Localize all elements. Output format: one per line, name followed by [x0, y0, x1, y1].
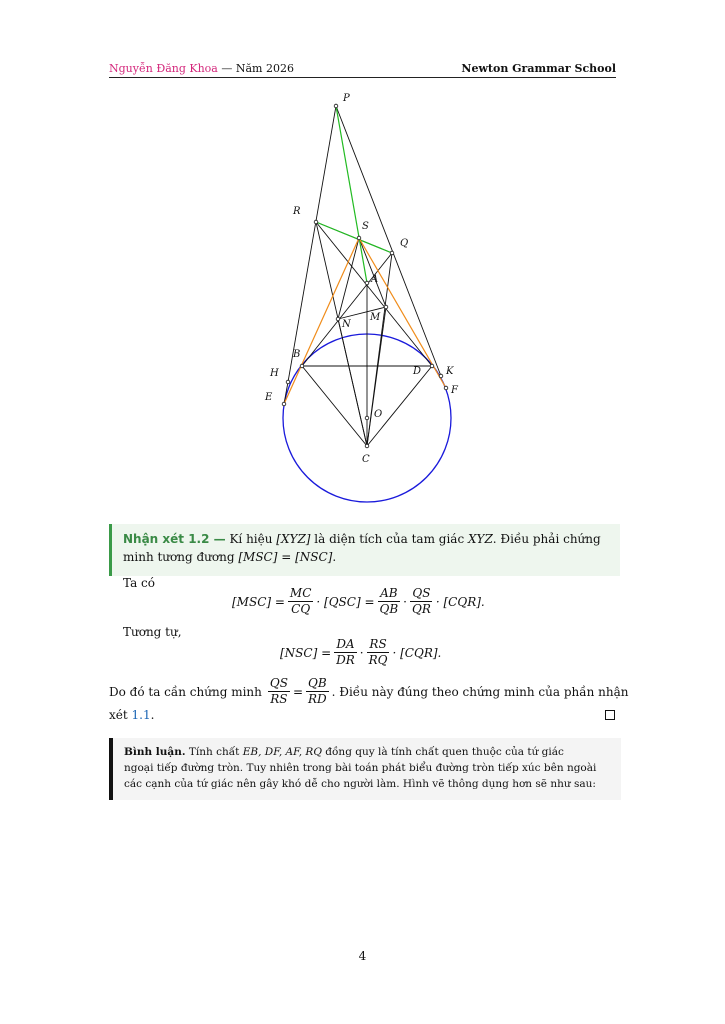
comment-text-2: ngoại tiếp đường tròn. Tuy nhiên trong bài toán phát biểu đường tròn tiếp xúc bên ngoài — [124, 762, 597, 774]
label-e: E — [265, 392, 273, 403]
point-r — [314, 220, 318, 224]
text-ta-co: Ta có — [123, 576, 155, 590]
label-s: S — [362, 221, 369, 232]
black-lines — [284, 106, 441, 446]
remark-box — [109, 524, 620, 576]
comment-title: Bình luận. — [124, 746, 186, 758]
point-o — [365, 416, 369, 420]
page-header — [109, 62, 616, 78]
label-f: F — [451, 385, 458, 396]
label-m: M — [370, 312, 381, 323]
label-r: R — [293, 206, 301, 217]
conclusion-text-3: xét — [109, 708, 132, 722]
remark-title: Nhận xét 1.2 — — [123, 532, 226, 546]
point-n — [336, 317, 340, 321]
comment-math: EB, DF, AF, RQ — [242, 746, 322, 758]
point-a — [365, 281, 369, 285]
eq2-frac-2: $\frac{RS}{RQ}$ — [368, 637, 388, 667]
eq1-mid: · [QSC] = — [316, 594, 375, 609]
label-k: K — [446, 366, 454, 377]
eq1-frac-3: $\frac{QS}{QR}$ — [411, 586, 431, 616]
eq2-frac-1: $\frac{DA}{DR}$ — [336, 637, 355, 667]
label-c: C — [362, 454, 370, 465]
eq1-dot: · — [403, 594, 407, 609]
eq2-end: · [CQR]. — [392, 645, 442, 660]
eq1-frac-1: $\frac{MC}{CQ}$ — [289, 586, 312, 616]
conclusion-frac-2: $\frac{QB}{RD}$ — [308, 676, 327, 706]
remark-text-3: . Điều phải chứng — [492, 532, 601, 546]
conclusion-text-4: . — [150, 708, 155, 722]
remark-text-5: . — [332, 550, 337, 564]
comment-text-1b: đồng quy là tính chất quen thuộc của tứ giác — [321, 746, 564, 758]
reference-link[interactable]: 1.1 — [131, 708, 151, 722]
remark-math-1: [XYZ] — [276, 532, 311, 546]
remark-math-3: [MSC] = [NSC] — [238, 550, 333, 564]
point-b — [300, 364, 304, 368]
point-p — [334, 104, 338, 108]
remark-math-2: XYZ — [467, 532, 493, 546]
label-b: B — [293, 349, 301, 360]
page-number: 4 — [358, 949, 367, 963]
point-e — [282, 402, 286, 406]
qed-square-icon — [605, 710, 615, 720]
text-tuong-tu: Tương tự, — [123, 625, 182, 639]
label-o: O — [374, 409, 383, 420]
conclusion-text-1: Do đó ta cần chứng minh — [109, 684, 262, 699]
point-s — [357, 236, 361, 240]
header-rule — [109, 77, 616, 78]
point-q — [390, 251, 394, 255]
header-dash: — — [217, 62, 236, 75]
conclusion-line-2 — [109, 706, 154, 724]
label-n: N — [342, 319, 351, 330]
remark-text-1: Kí hiệu — [225, 532, 277, 546]
remark-text-4: minh tương đương — [123, 550, 239, 564]
comment-box — [109, 738, 621, 800]
label-p: P — [343, 93, 350, 104]
point-k — [439, 374, 443, 378]
label-h: H — [270, 368, 279, 379]
point-f — [444, 386, 448, 390]
point-h — [286, 380, 290, 384]
eq1-lhs: [MSC] = — [232, 594, 285, 609]
label-d: D — [413, 366, 422, 377]
equation-1 — [232, 586, 485, 617]
point-m — [384, 305, 388, 309]
point-c — [365, 444, 369, 448]
comment-text-1a: Tính chất — [185, 746, 243, 758]
point-d — [430, 364, 434, 368]
points — [282, 104, 448, 448]
eq2-dot: · — [359, 645, 364, 660]
eq1-frac-2: $\frac{AB}{QB}$ — [379, 586, 399, 616]
header-school: Newton Grammar School — [461, 62, 616, 75]
conclusion-line — [109, 676, 629, 707]
eq1-end: · [CQR]. — [435, 594, 485, 609]
conclusion-text-2: . Điều này đúng theo chứng minh của phần nhận — [331, 684, 629, 699]
remark-text-2: là diện tích của tam giác — [310, 532, 468, 546]
geometry-figure — [250, 90, 470, 510]
eq2-lhs: [NSC] = — [280, 645, 332, 660]
comment-text-3: các cạnh của tứ giác nên gây khó dễ cho người làm. Hình vẽ thông dụng hơn sẽ như sau: — [124, 778, 596, 790]
equation-2 — [280, 637, 441, 668]
header-year: Năm 2026 — [235, 62, 294, 75]
label-q: Q — [400, 238, 409, 249]
conclusion-frac-1: $\frac{QS}{RS}$ — [269, 676, 288, 706]
conclusion-eq: = — [292, 684, 303, 699]
header-author: Nguyễn Đăng Khoa — [109, 62, 218, 75]
label-a: A — [371, 274, 379, 285]
